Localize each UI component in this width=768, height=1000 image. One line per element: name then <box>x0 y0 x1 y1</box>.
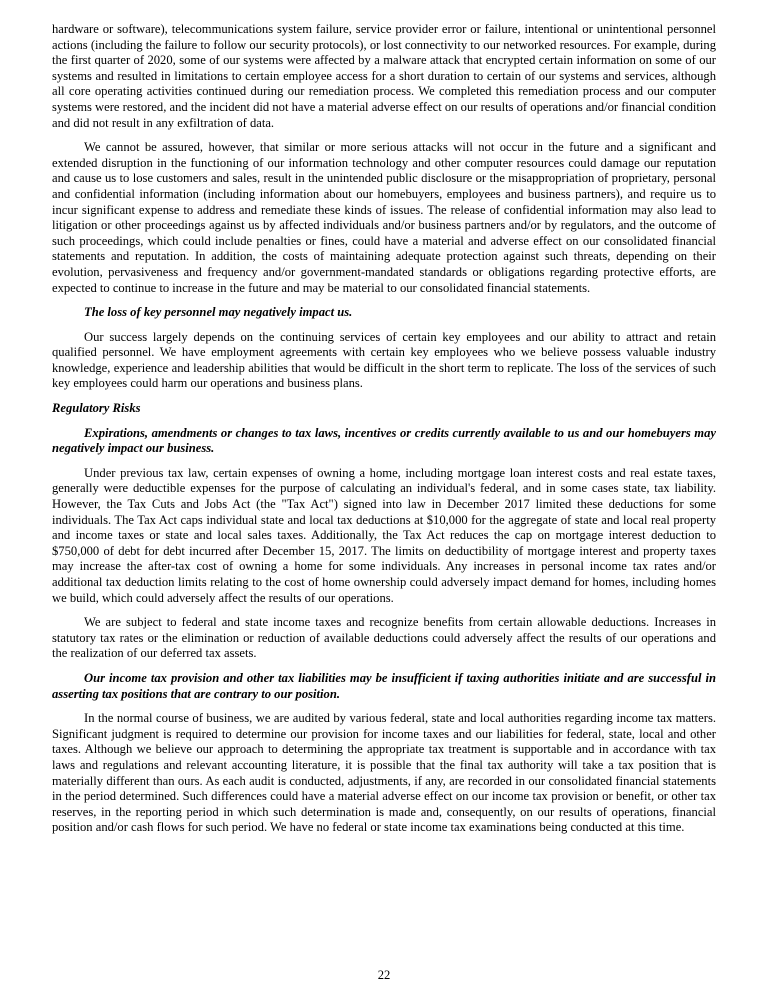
page-number: 22 <box>377 968 391 982</box>
paragraph-attacks: We cannot be assured, however, that similar or more serious attacks will not occur in the future and a significant and extended disruption in the functioning of our information technology and other computer resources could damage our reputation and cause us to lose customers and sales, result in the unintended public disclosure or the misappropriation of proprietary, personal and confidential information (including information about our homebuyers, employees and business partners), and require us to incur significant expense to address and remediate these kinds of issues. The release of confidential information may also lead to litigation or other proceedings against us by affected individuals and/or business partners and/or by regulators, and the outcome of such proceedings, which could include penalties or fines, could have a material and adverse effect on our consolidated financial statements and reputation. In addition, the costs of maintaining adequate protection against such threats, depending on their evolution, pervasiveness and frequency and/or government-mandated standards or obligations regarding protective efforts, are expected to continue to increase in the future and may be material to our consolidated financial statements. <box>52 140 716 295</box>
section-heading-regulatory-risks: Regulatory Risks <box>52 401 141 416</box>
document-body <box>52 22 716 845</box>
risk-heading-tax-laws: Expirations, amendments or changes to tax laws, incentives or credits currently available to us and our homebuyers may negatively impact our business. <box>52 425 716 456</box>
paragraph-tax-act: Under previous tax law, certain expenses of owning a home, including mortgage loan interest costs and real estate taxes, generally were deductible expenses for the purpose of calculating an individual's federal, and in some cases state, tax liability. However, the Tax Cuts and Jobs Act (the "Tax Act") signed into law in December 2017 limited these deductions for some individuals. The Tax Act caps individual state and local tax deductions at $10,000 for the aggregate of state and local real property and income taxes or state and local sales taxes. Additionally, the Tax Act reduces the cap on mortgage interest deduction to $750,000 of debt for debt incurred after December 15, 2017. The limits on deductibility of mortgage interest and property taxes may increase the after-tax cost of owning a home for some individuals. Any increases in personal income tax rates and/or additional tax deduction limits relating to the cost of home ownership could adversely impact demand for homes, including homes we build, which could adversely affect the results of our operations. <box>52 465 716 605</box>
paragraph-audits: In the normal course of business, we are audited by various federal, state and local authorities regarding income tax matters. Significant judgment is required to determine our provision for income taxes and our liabilities for federal, state, local and other taxes. Although we believe our approach to determining the appropriate tax treatment is supportable and in accordance with tax laws and regulations and relevant accounting literature, it is possible that the final tax authority will take a tax position that is materially different than ours. As each audit is conducted, adjustments, if any, are recorded in our consolidated financial statements in the period determined. Such differences could have a material adverse effect on our income tax provision or benefit, or other tax reserves, in the reporting period in which such determination is made and, consequently, on our results of operations, financial position and/or cash flows for such period. We have no federal or state income tax examinations being conducted at this time. <box>52 711 716 835</box>
risk-heading-tax-provision: Our income tax provision and other tax liabilities may be insufficient if taxing authorities initiate and are successful in asserting tax positions that are contrary to our position. <box>52 670 716 701</box>
risk-heading-key-personnel: The loss of key personnel may negatively impact us. <box>84 305 353 320</box>
paragraph-key-personnel: Our success largely depends on the continuing services of certain key employees and our ability to attract and retain qualified personnel. We have employment agreements with certain key employees who we believe possess valuable industry knowledge, experience and leadership abilities that would be difficult in the short term to replicate. The loss of the services of such key employees could harm our operations and business plans. <box>52 329 716 391</box>
paragraph-income-taxes: We are subject to federal and state income taxes and recognize benefits from certain allowable deductions. Increases in statutory tax rates or the elimination or reduction of available deductions could adversely affect the results of our operations and the realization of our deferred tax assets. <box>52 615 716 661</box>
paragraph-continued: hardware or software), telecommunications system failure, service provider error or failure, intentional or unintentional personnel actions (including the failure to follow our security protocols), or lost connectivity to our networked resources. For example, during the first quarter of 2020, some of our systems were affected by a malware attack that encrypted certain information on some of our systems and resulted in limitations to certain employee access for a short duration to certain of our systems and services, although all core operating activities continued during our remediation process. We completed this remediation process and our computer systems were restored, and the incident did not have a material adverse effect on our results of operations and/or financial condition and did not result in any exfiltration of data. <box>52 22 716 130</box>
